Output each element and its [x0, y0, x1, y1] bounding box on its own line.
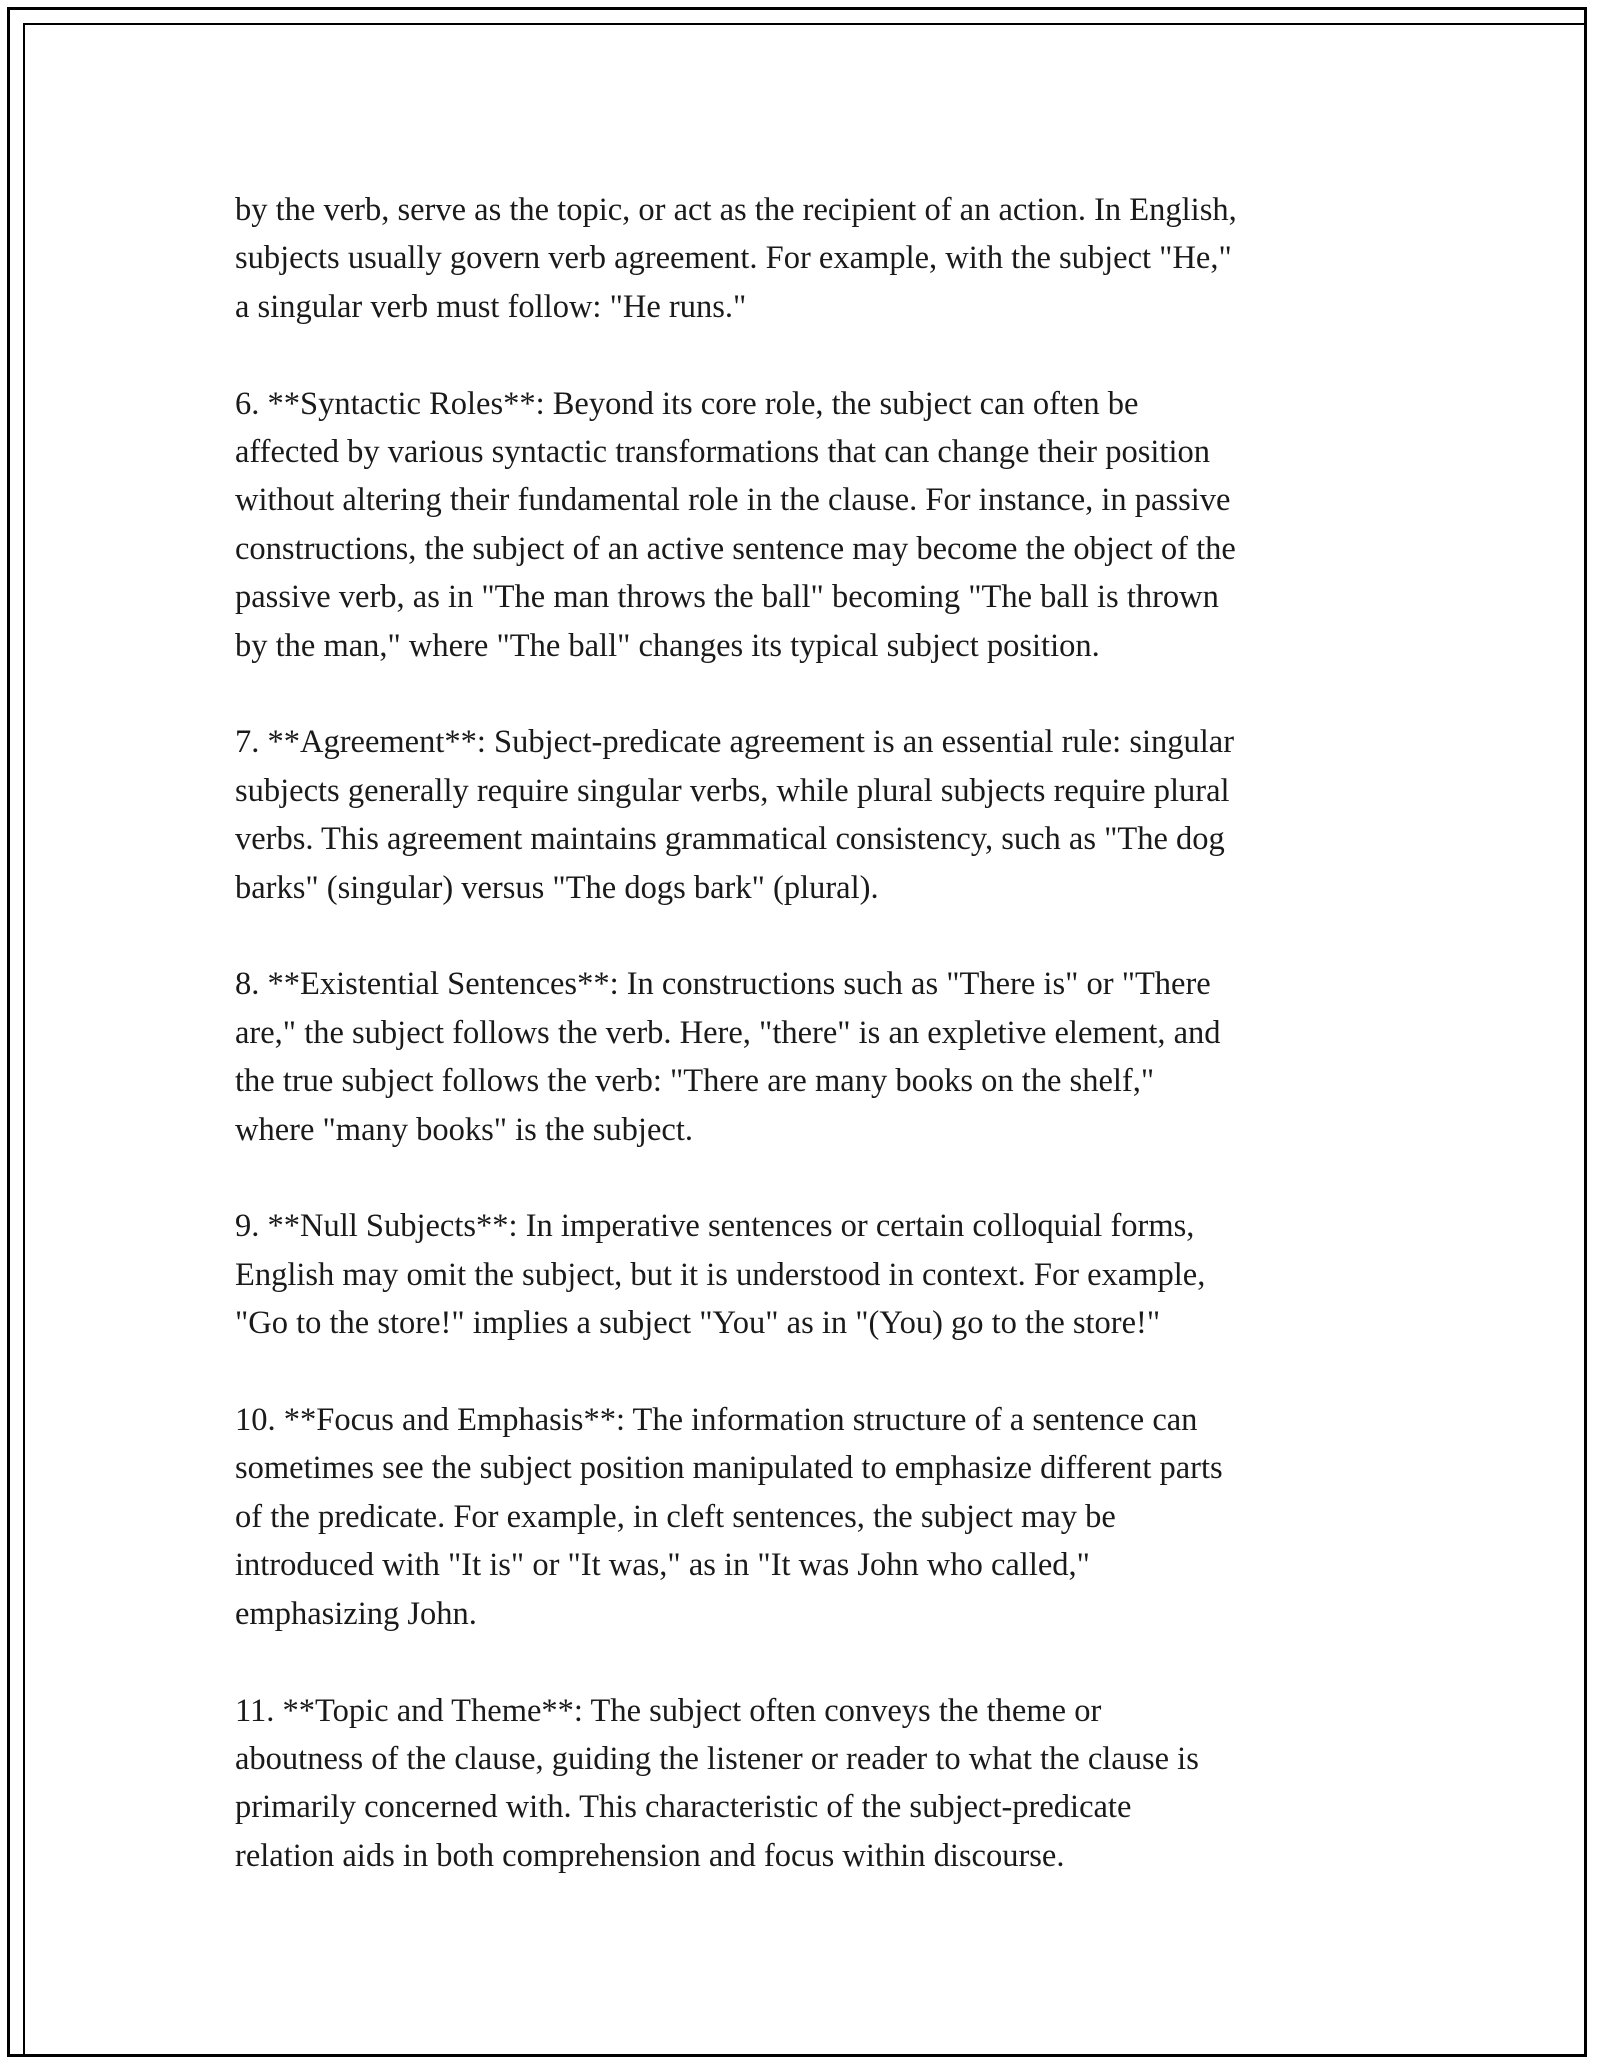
- paragraph-agreement: 7. **Agreement**: Subject-predicate agreement is an essential rule: singular subjects generally require singular verbs, while plural subjects require plural verbs. This agreement maintains grammatical consistency, such as "The dog barks" (singular) versus "The dogs bark" (plural).: [235, 724, 1235, 906]
- document-body: [235, 186, 1375, 1929]
- paragraph-existential-sentences: 8. **Existential Sentences**: In constructions such as "There is" or "There are," the subject follows the verb. Here, "there" is an expletive element, and the true subject follows the verb: "There are many books on the shelf," where "many books" is the subject.: [235, 966, 1221, 1148]
- paragraph-topic-and-theme: 11. **Topic and Theme**: The subject often conveys the theme or aboutness of the clause, guiding the listener or reader to what the clause is primarily concerned with. This characteristic of the subject-predicate relation aids in both comprehension and focus within discourse.: [235, 1692, 1199, 1874]
- paragraph-focus-and-emphasis: 10. **Focus and Emphasis**: The information structure of a sentence can sometimes see the subject position manipulated to emphasize different parts of the predicate. For example, in cleft sentences, the subject may be introduced with "It is" or "It was," as in "It was John who called," emphasizing John.: [235, 1402, 1223, 1632]
- paragraph-null-subjects: 9. **Null Subjects**: In imperative sentences or certain colloquial forms, English may omit the subject, but it is understood in context. For example, "Go to the store!" implies a subject "You" as in "(You) go to the store!": [235, 1208, 1206, 1342]
- paragraph-syntactic-roles: 6. **Syntactic Roles**: Beyond its core role, the subject can often be affected by various syntactic transformations that can change their position without altering their fundamental role in the clause. For instance, in passive constructions, the subject of an active sentence may become the object of the passive verb, as in "The man throws the ball" becoming "The ball is thrown by the man," where "The ball" changes its typical subject position.: [235, 385, 1236, 664]
- paragraph-continuation: by the verb, serve as the topic, or act as the recipient of an action. In English, subjects usually govern verb agreement. For example, with the subject "He," a singular verb must follow: "He runs.": [235, 192, 1237, 325]
